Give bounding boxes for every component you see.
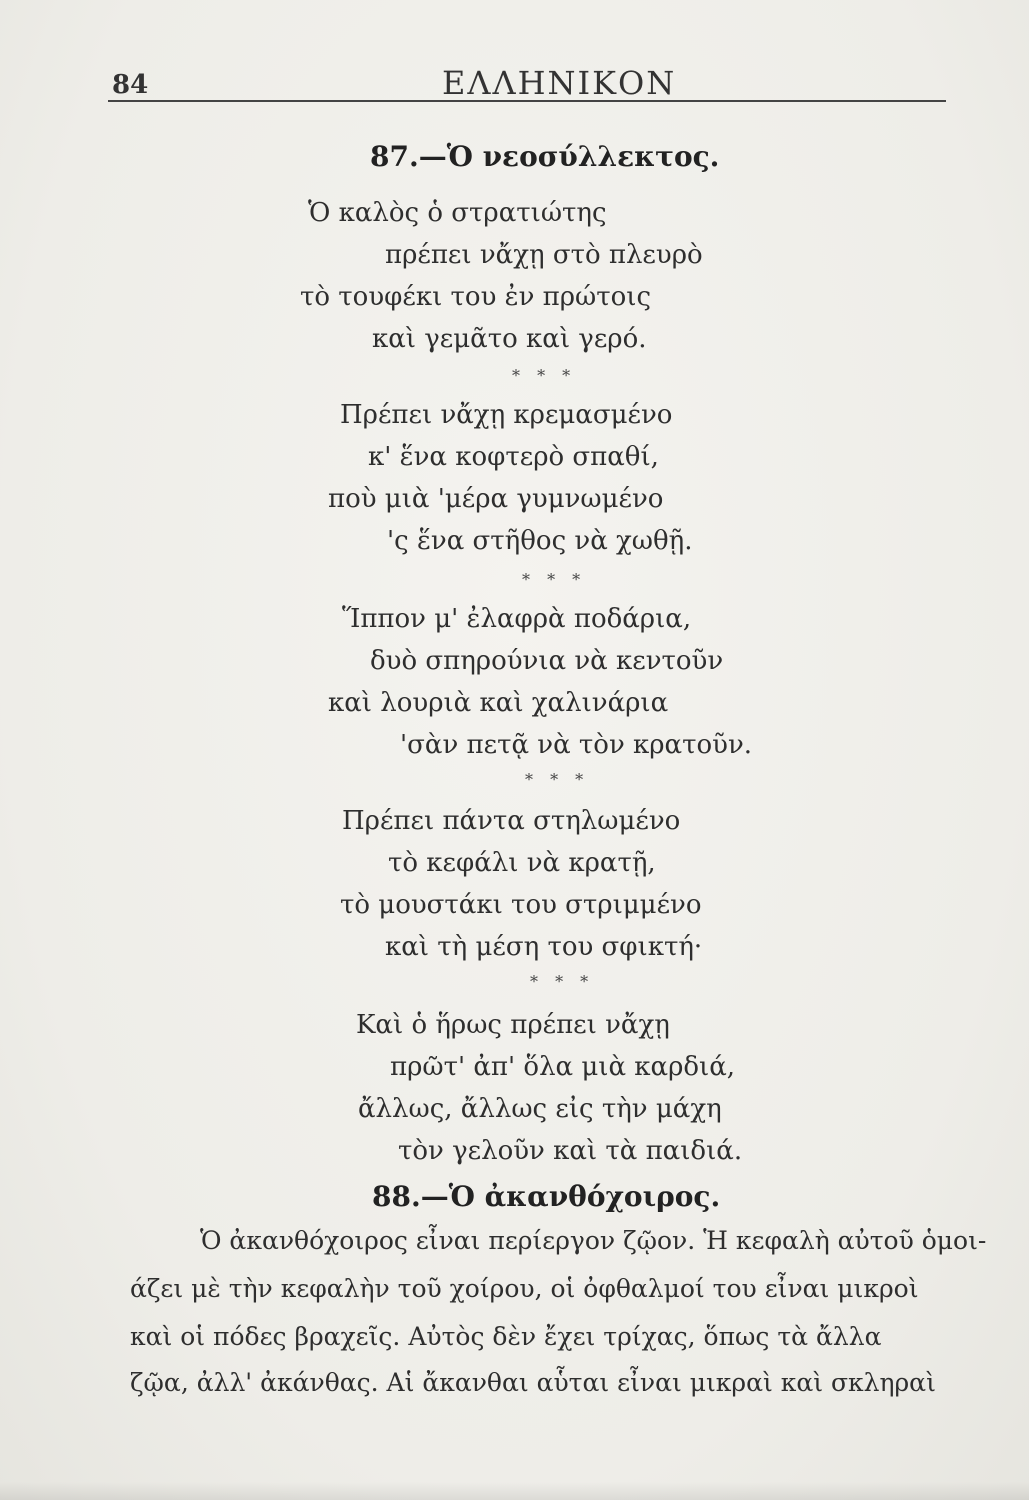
verse-line: τὸν γελοῦν καὶ τὰ παιδιά.	[398, 1136, 743, 1166]
verse-line: Πρέπει νἄχῃ κρεμασμένο	[340, 400, 673, 430]
prose-line: καὶ οἱ πόδες βραχεῖς. Αὐτὸς δὲν ἔχει τρίχας, ὅπως τὰ ἄλλα	[130, 1322, 882, 1351]
stanza-separator: * * *	[512, 366, 577, 385]
verse-line: 'σὰν πετᾷ νὰ τὸν κρατοῦν.	[400, 730, 753, 760]
stanza-separator: * * *	[525, 770, 590, 789]
verse-line: Πρέπει πάντα στηλωμένο	[342, 806, 681, 836]
prose-line: Ὁ ἀκανθόχοιρος εἶναι περίεργον ζῷον. Ἡ κεφαλὴ αὐτοῦ ὁμοι-	[200, 1226, 987, 1255]
verse-line: πρῶτ' ἀπ' ὅλα μιὰ καρδιά,	[390, 1052, 736, 1082]
verse-line: πρέπει νἄχῃ στὸ πλευρὸ	[385, 240, 703, 270]
verse-line: καὶ τὴ μέση του σφικτή·	[385, 932, 703, 962]
verse-line: δυὸ σπηρούνια νὰ κεντοῦν	[370, 646, 724, 676]
verse-line: τὸ μουστάκι του στριμμένο	[340, 890, 702, 920]
verse-line: καὶ γεμᾶτο καὶ γερό.	[372, 324, 647, 354]
stanza-separator: * * *	[530, 972, 595, 991]
section-heading-87: 87.—Ὁ νεοσύλλεκτος.	[370, 140, 720, 173]
verse-line: 'ς ἕνα στῆθος νὰ χωθῇ.	[387, 526, 693, 556]
verse-line: κ' ἕνα κοφτερὸ σπαθί,	[368, 442, 659, 472]
verse-line: Ἵππον μ' ἐλαφρὰ ποδάρια,	[342, 604, 692, 634]
verse-line: τὸ κεφάλι νὰ κρατῇ,	[388, 848, 656, 878]
verse-line: Καὶ ὁ ἥρως πρέπει νἄχῃ	[356, 1010, 670, 1040]
stanza-separator: * * *	[522, 570, 587, 589]
verse-line: ποὺ μιὰ 'μέρα γυμνωμένο	[328, 484, 664, 514]
page-edge-shadow	[0, 1482, 1029, 1500]
section-heading-88: 88.—Ὁ ἀκανθόχοιρος.	[372, 1180, 721, 1213]
verse-line: καὶ λουριὰ καὶ χαλινάρια	[328, 688, 669, 718]
verse-line: τὸ τουφέκι του ἐν πρώτοις	[300, 282, 652, 312]
page-number: 84	[112, 70, 149, 100]
verse-line: Ὁ καλὸς ὁ στρατιώτης	[308, 198, 607, 228]
header-rule	[108, 100, 946, 102]
running-title: ΕΛΛΗΝΙΚΟΝ	[442, 64, 677, 102]
verse-line: ἄλλως, ἄλλως εἰς τὴν μάχη	[358, 1094, 722, 1124]
prose-line: ζῷα, ἀλλ' ἀκάνθας. Αἱ ἄκανθαι αὗται εἶναι μικραὶ καὶ σκληραὶ	[130, 1368, 936, 1397]
prose-line: άζει μὲ τὴν κεφαλὴν τοῦ χοίρου, οἱ ὀφθαλμοί του εἶναι μικροὶ	[130, 1274, 919, 1303]
